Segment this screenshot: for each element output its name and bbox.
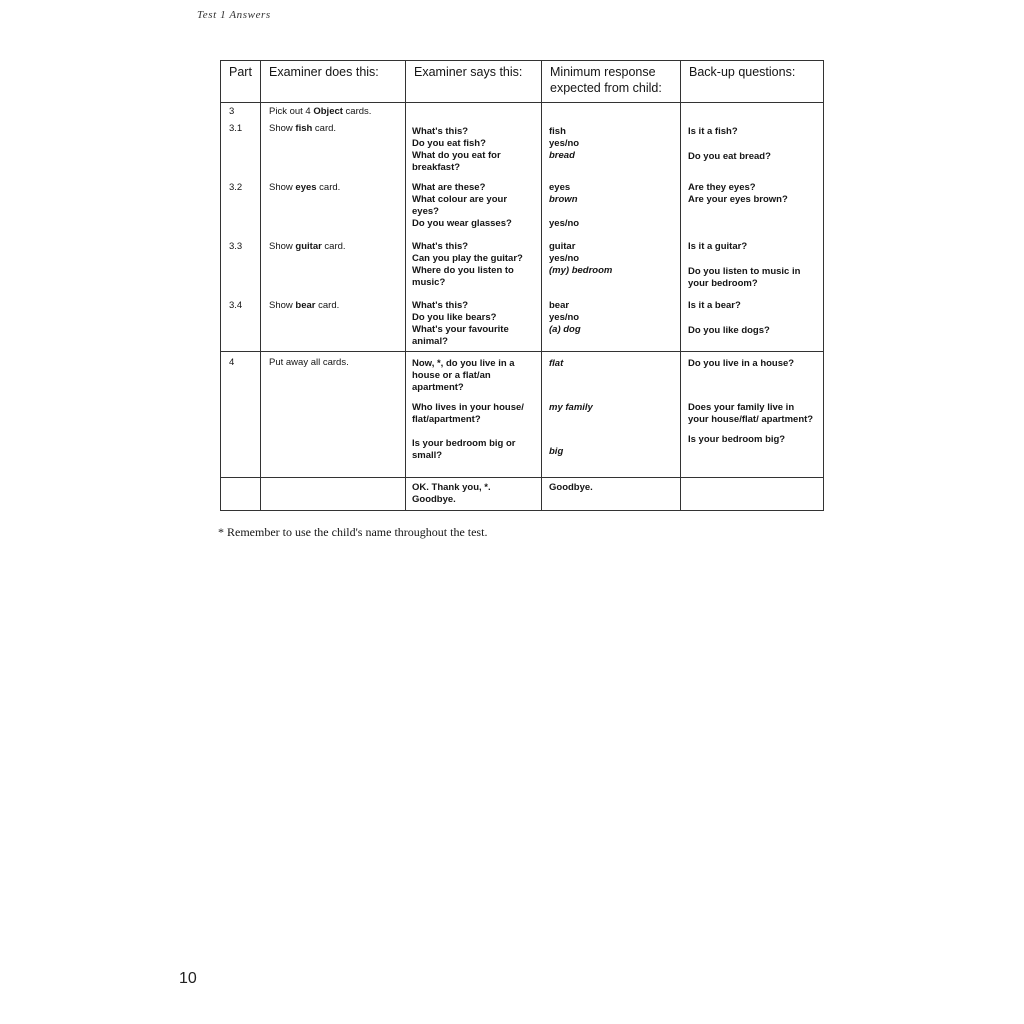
part-number: 3: [221, 103, 261, 120]
examiner-action: Show guitar card.: [261, 238, 406, 297]
examiner-action: Pick out 4 Object cards.: [261, 103, 406, 120]
header-minimum-response: Minimum response expected from child:: [542, 61, 681, 103]
examiner-action: Show fish card.: [261, 120, 406, 179]
examiner-says: What's this? Do you eat fish? What do you eat for breakfast?: [406, 120, 542, 179]
page-number: 10: [179, 970, 197, 987]
backup-questions: Are they eyes? Are your eyes brown?: [681, 179, 824, 238]
examiner-action: Put away all cards.: [261, 352, 406, 478]
part-number: 3.4: [221, 297, 261, 352]
examiner-action: Show bear card.: [261, 297, 406, 352]
footnote: * Remember to use the child's name throughout the test.: [218, 525, 488, 539]
header-examiner-does: Examiner does this:: [261, 61, 406, 103]
examiner-says: OK. Thank you, *. Goodbye.: [406, 478, 542, 511]
header-examiner-says: Examiner says this:: [406, 61, 542, 103]
part-number: 3.1: [221, 120, 261, 179]
part-number: 3.2: [221, 179, 261, 238]
backup-questions: Is it a bear? Do you like dogs?: [681, 297, 824, 352]
answers-table: [220, 60, 824, 511]
examiner-action: Show eyes card.: [261, 179, 406, 238]
table-row: [221, 238, 824, 297]
minimum-response: flat my family big: [542, 352, 681, 478]
header-part: Part: [221, 61, 261, 103]
table-row: [221, 120, 824, 179]
running-head: Test 1 Answers: [197, 9, 271, 21]
table-row: [221, 103, 824, 120]
part-number: 4: [221, 352, 261, 478]
minimum-response: bear yes/no (a) dog: [542, 297, 681, 352]
minimum-response: Goodbye.: [542, 478, 681, 511]
examiner-says: What are these? What colour are your eyes? Do you wear glasses?: [406, 179, 542, 238]
header-backup-questions: Back-up questions:: [681, 61, 824, 103]
table-row: [221, 179, 824, 238]
backup-questions: Do you live in a house? Does your family live in your house/flat/ apartment? Is your bedroom big?: [681, 352, 824, 478]
backup-questions: Is it a guitar? Do you listen to music in your bedroom?: [681, 238, 824, 297]
header-row: [221, 61, 824, 103]
examiner-says: What's this? Can you play the guitar? Where do you listen to music?: [406, 238, 542, 297]
minimum-response: guitar yes/no (my) bedroom: [542, 238, 681, 297]
table-row: [221, 297, 824, 352]
minimum-response: eyes brown yes/no: [542, 179, 681, 238]
part-number: 3.3: [221, 238, 261, 297]
minimum-response: fish yes/no bread: [542, 120, 681, 179]
table-row: [221, 352, 824, 478]
examiner-says: Now, *, do you live in a house or a flat/an apartment? Who lives in your house/ flat/apartment? Is your bedroom big or small?: [406, 352, 542, 478]
examiner-says: What's this? Do you like bears? What's your favourite animal?: [406, 297, 542, 352]
table-row: [221, 478, 824, 511]
backup-questions: Is it a fish? Do you eat bread?: [681, 120, 824, 179]
